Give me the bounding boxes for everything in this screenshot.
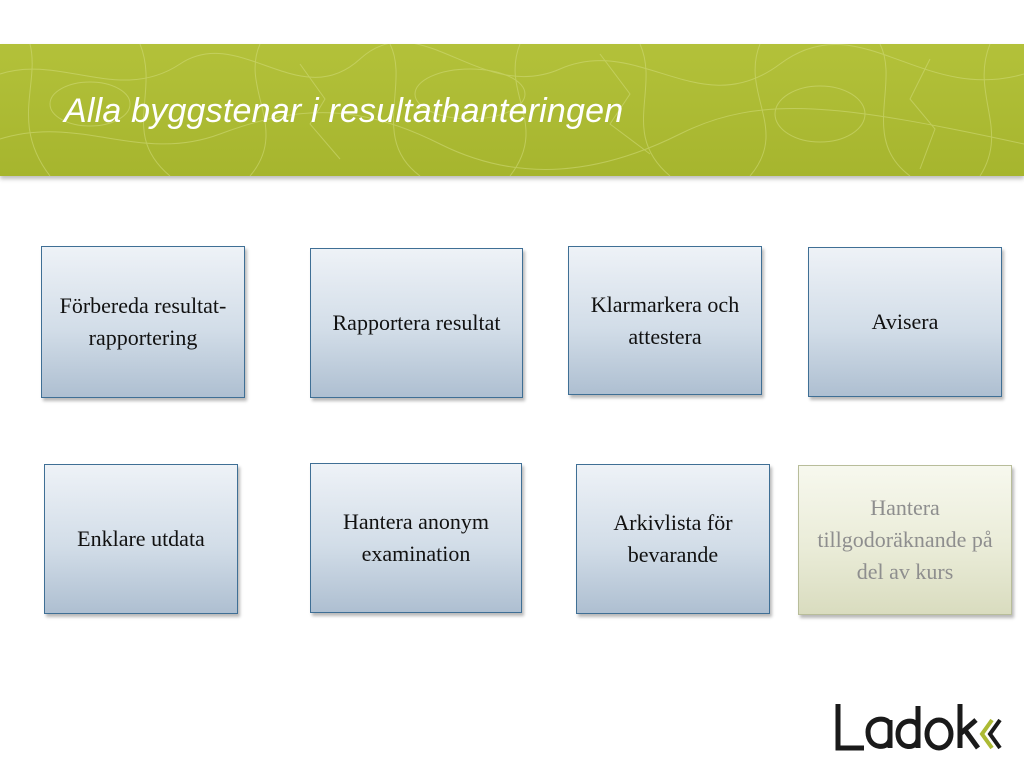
box-arkivlista-for-bevarande: Arkivlista för bevarande [576, 464, 770, 614]
box-rapportera-resultat: Rapportera resultat [310, 248, 523, 398]
box-hantera-tillgodoraknande: Hantera tillgodoräknande på del av kurs [798, 465, 1012, 615]
ladok-logo [832, 700, 1002, 752]
box-hantera-anonym-examination: Hantera anonym examination [310, 463, 522, 613]
slide-title: Alla byggstenar i resultathanteringen [64, 92, 624, 130]
ladok-wordmark [838, 704, 978, 748]
box-enklare-utdata: Enklare utdata [44, 464, 238, 614]
box-klarmarkera-och-attestera: Klarmarkera och attestera [568, 246, 762, 395]
box-avisera: Avisera [808, 247, 1002, 397]
box-forbereda-resultatrapportering: Förbereda resultat-rapportering [41, 246, 245, 398]
title-band [0, 44, 1024, 176]
double-chevron-left-icon [982, 720, 1000, 748]
